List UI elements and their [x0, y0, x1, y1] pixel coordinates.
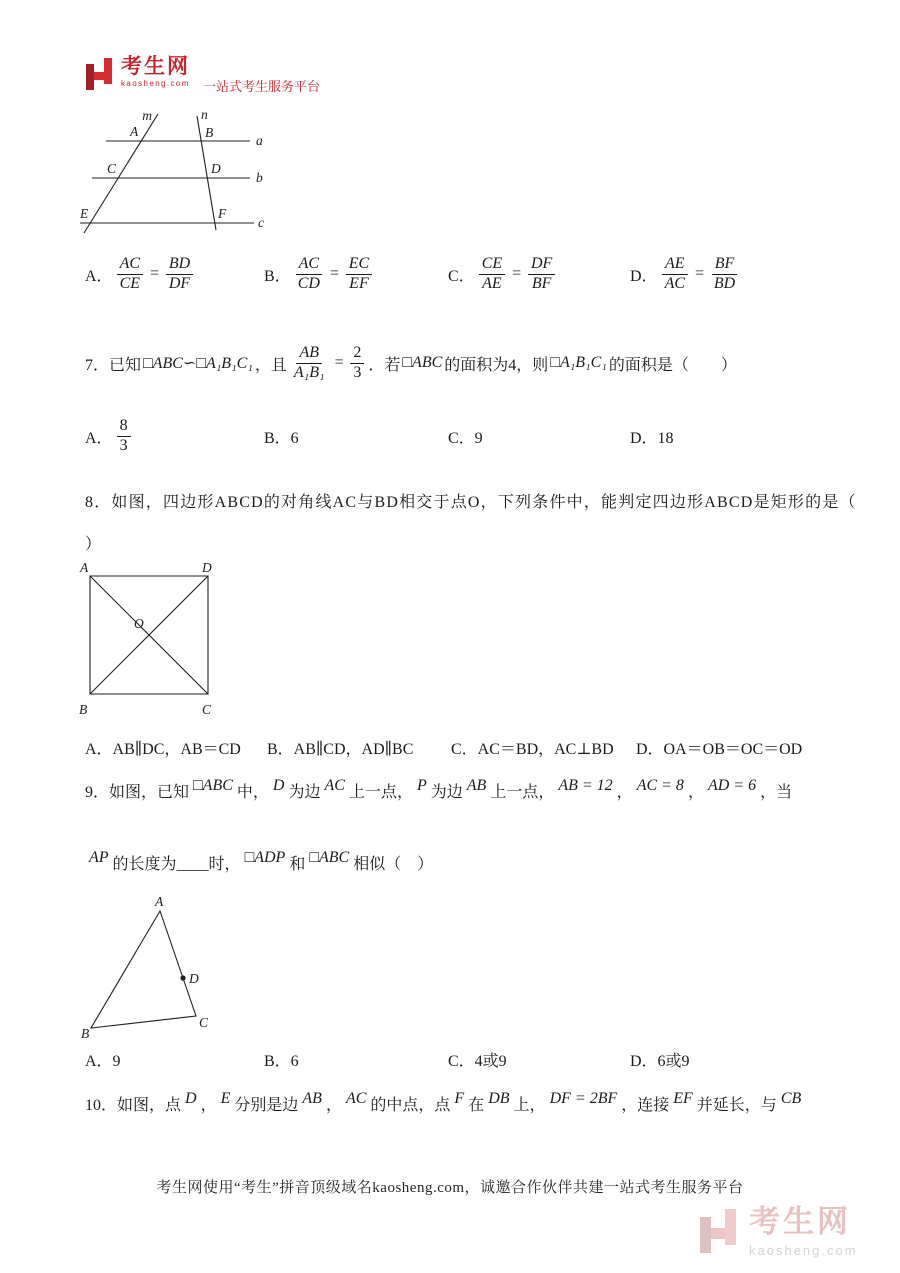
wm-block-left: [700, 1217, 711, 1253]
q6-option-a: [85, 250, 197, 298]
label-B: B: [205, 125, 214, 140]
text-run: 并延长，与: [696, 1097, 777, 1114]
math-run: □ABC: [309, 849, 350, 866]
label-C: C: [202, 702, 212, 717]
fraction-numerator: EC: [346, 255, 372, 274]
fraction-denominator: CE: [119, 274, 141, 292]
q6-options-row: [0, 250, 900, 298]
q7-options-row: [0, 412, 900, 460]
q8-option-b: B．AB∥CD，AD∥BC: [267, 741, 414, 758]
label-O: O: [134, 616, 144, 631]
text-run: 10．如图，点: [85, 1097, 182, 1114]
math-run: AC: [324, 777, 345, 794]
wm-block-mid: [711, 1228, 725, 1239]
math-run: =: [328, 265, 340, 282]
text-run: D．18: [630, 429, 674, 447]
math-run: =: [511, 265, 522, 282]
label-n: n: [201, 108, 208, 122]
fraction-numerator: AC: [296, 255, 322, 274]
fraction-denominator: 3: [353, 363, 362, 381]
math-run: AB: [302, 1090, 322, 1107]
math-run: DB: [488, 1090, 510, 1107]
text-run: 的面积是（ ）: [608, 356, 737, 374]
point-D: [180, 975, 185, 980]
watermark-text: [749, 1206, 858, 1257]
label-a: a: [256, 133, 263, 148]
fraction-numerator: DF: [528, 255, 555, 274]
label-B: B: [79, 702, 88, 717]
fraction-denominator: CD: [297, 274, 320, 292]
label-m: m: [142, 108, 152, 123]
logo-tagline: 一站式考生服务平台: [203, 79, 321, 94]
text-run: 为边: [288, 784, 321, 801]
fraction: [350, 344, 364, 382]
q8-question-line1: 8．如图，四边形ABCD的对角线AC与BD相交于点O，下列条件中，能判定四边形ABCD是矩形的是（: [85, 494, 857, 511]
fraction-numerator: AC: [117, 255, 143, 274]
fraction: [662, 255, 688, 293]
text-run: ，: [200, 1097, 217, 1114]
fraction-denominator: 3: [119, 436, 128, 454]
watermark-logo-icon: [700, 1206, 740, 1258]
q7-option-c: [448, 412, 483, 460]
q9-option-b: B．6: [264, 1053, 299, 1070]
math-run: F: [454, 1090, 465, 1107]
fraction-denominator: EF: [349, 274, 369, 292]
math-run: EF: [673, 1090, 693, 1107]
label-C: C: [199, 1015, 209, 1030]
math-run: DF = 2BF: [549, 1090, 618, 1107]
label-C: C: [107, 161, 117, 176]
text-run: C．: [448, 267, 475, 285]
math-run: AD = 6: [707, 777, 757, 794]
q6-option-c: [448, 250, 559, 298]
triangle-point-figure: [76, 895, 231, 1047]
text-run: 的长度为____时，: [112, 856, 241, 873]
watermark-brand: 考生网: [749, 1204, 851, 1239]
math-run: =: [149, 265, 160, 282]
fraction-numerator: AE: [662, 255, 688, 274]
math-run: =: [333, 354, 345, 371]
label-F: F: [218, 206, 227, 221]
text-run: A．: [85, 267, 113, 285]
text-run: 的面积为4，则: [444, 356, 549, 374]
math-run: AC: [345, 1090, 367, 1107]
label-B: B: [81, 1026, 90, 1041]
q6-option-b: [264, 250, 376, 298]
fraction: [295, 255, 323, 293]
fraction-denominator: AC: [664, 274, 686, 292]
math-run: CB: [780, 1090, 802, 1107]
fraction: [166, 255, 193, 293]
text-run: D．: [630, 267, 658, 285]
label-A: A: [130, 124, 139, 139]
watermark-domain: kaosheng.com: [749, 1243, 858, 1258]
fraction-numerator: CE: [479, 255, 505, 274]
fraction-numerator: 8: [117, 417, 131, 436]
text-run: 的中点，点: [370, 1097, 451, 1114]
fraction-denominator: A₁B₁: [293, 363, 325, 381]
q9-option-d: D．6或9: [630, 1053, 690, 1070]
fraction-numerator: AB: [296, 344, 322, 363]
label-b: b: [256, 170, 263, 185]
text-run: 和: [289, 856, 306, 873]
logo-block-left: [86, 64, 94, 90]
math-run: AB = 12: [558, 777, 613, 794]
math-run: □ABC∽□A₁B₁C₁: [143, 355, 253, 372]
label-E: E: [80, 206, 89, 221]
text-run: ，当: [760, 784, 793, 801]
text-run: 7．已知: [85, 356, 142, 374]
math-run: □ABC: [193, 777, 233, 794]
text-run: 分别是边: [234, 1097, 299, 1114]
math-run: AC = 8: [636, 777, 684, 794]
math-run: D: [272, 777, 285, 794]
math-run: E: [220, 1090, 231, 1107]
math-run: □A₁B₁C₁: [550, 354, 607, 371]
transversal-m: [84, 114, 158, 233]
fraction-numerator: BF: [712, 255, 738, 274]
fraction: [117, 255, 143, 293]
fraction: [711, 255, 738, 293]
text-run: 在: [468, 1097, 485, 1114]
fraction-denominator: DF: [168, 274, 191, 292]
fraction: [291, 344, 328, 382]
q8-option-c: C．AC＝BD，AC⊥BD: [451, 741, 614, 758]
text-run: 为边: [430, 784, 463, 801]
label-c: c: [258, 215, 264, 230]
math-run: P: [416, 777, 427, 794]
footer-slogan: 考生网使用“考生”拼音顶级域名kaosheng.com，诚邀合作伙伴共建一站式考生服务平台: [156, 1180, 744, 1196]
text-run: ，且: [254, 356, 287, 374]
q8-option-d: D．OA＝OB＝OC＝OD: [636, 741, 803, 758]
text-run: ．若: [368, 356, 401, 374]
text-run: ，: [616, 784, 633, 801]
math-run: □ABC: [402, 354, 443, 371]
fraction-numerator: 2: [350, 344, 364, 363]
math-run: □ADP: [244, 849, 286, 866]
kaosheng-logo: [86, 56, 320, 95]
quadrilateral-diagonals-figure: [76, 558, 231, 726]
q7-option-b: [264, 412, 299, 460]
q7-option-a: [85, 412, 135, 460]
q6-option-d: [630, 250, 742, 298]
fraction-denominator: BD: [713, 274, 736, 292]
q9-question-line2: [85, 851, 433, 874]
label-A: A: [155, 895, 164, 909]
math-run: =: [694, 265, 705, 282]
q8-question-line2: ）: [85, 536, 102, 553]
text-run: 相似（ ）: [353, 856, 434, 873]
triangle-ABC: [91, 911, 196, 1028]
q10-question-text: [85, 1092, 805, 1115]
text-run: 中，: [236, 784, 269, 801]
parallel-lines-figure: [78, 108, 273, 238]
text-run: 9．如图，已知: [85, 784, 190, 801]
q7-question-text: [85, 335, 737, 391]
text-run: B．: [264, 267, 291, 285]
q9-question-line1: [85, 779, 792, 802]
logo-brand: 考生网: [121, 55, 190, 78]
fraction-numerator: BD: [166, 255, 193, 274]
text-run: B．6: [264, 429, 299, 447]
q9-option-c: C．4或9: [448, 1053, 507, 1070]
q7-option-d: [630, 412, 674, 460]
text-run: 上一点，: [348, 784, 413, 801]
text-run: ，: [325, 1097, 342, 1114]
text-run: C．9: [448, 429, 483, 447]
kaosheng-logo-icon: [86, 56, 114, 94]
fraction-denominator: AE: [482, 274, 502, 292]
logo-block-mid: [94, 72, 104, 80]
fraction: [117, 417, 131, 455]
text-run: ，连接: [621, 1097, 670, 1114]
math-run: AP: [89, 849, 109, 866]
logo-domain: kaosheng.com: [121, 79, 190, 88]
text-run: 上一点，: [490, 784, 555, 801]
wm-block-right: [725, 1209, 736, 1245]
math-run: AB: [466, 777, 487, 794]
q8-option-a: A．AB∥DC，AB＝CD: [85, 741, 241, 758]
math-run: D: [185, 1090, 197, 1107]
label-D: D: [189, 971, 199, 986]
label-D: D: [211, 161, 221, 176]
watermark: [700, 1206, 858, 1258]
logo-block-right: [104, 58, 112, 84]
text-run: ，: [687, 784, 704, 801]
text-run: 上，: [513, 1097, 546, 1114]
text-run: A．: [85, 429, 113, 447]
label-D: D: [202, 560, 212, 575]
label-A: A: [80, 560, 89, 575]
fraction-denominator: BF: [531, 274, 552, 292]
fraction: [479, 255, 505, 293]
fraction: [528, 255, 555, 293]
fraction: [346, 255, 372, 293]
logo-text: [121, 56, 190, 88]
q9-option-a: A．9: [85, 1053, 121, 1070]
